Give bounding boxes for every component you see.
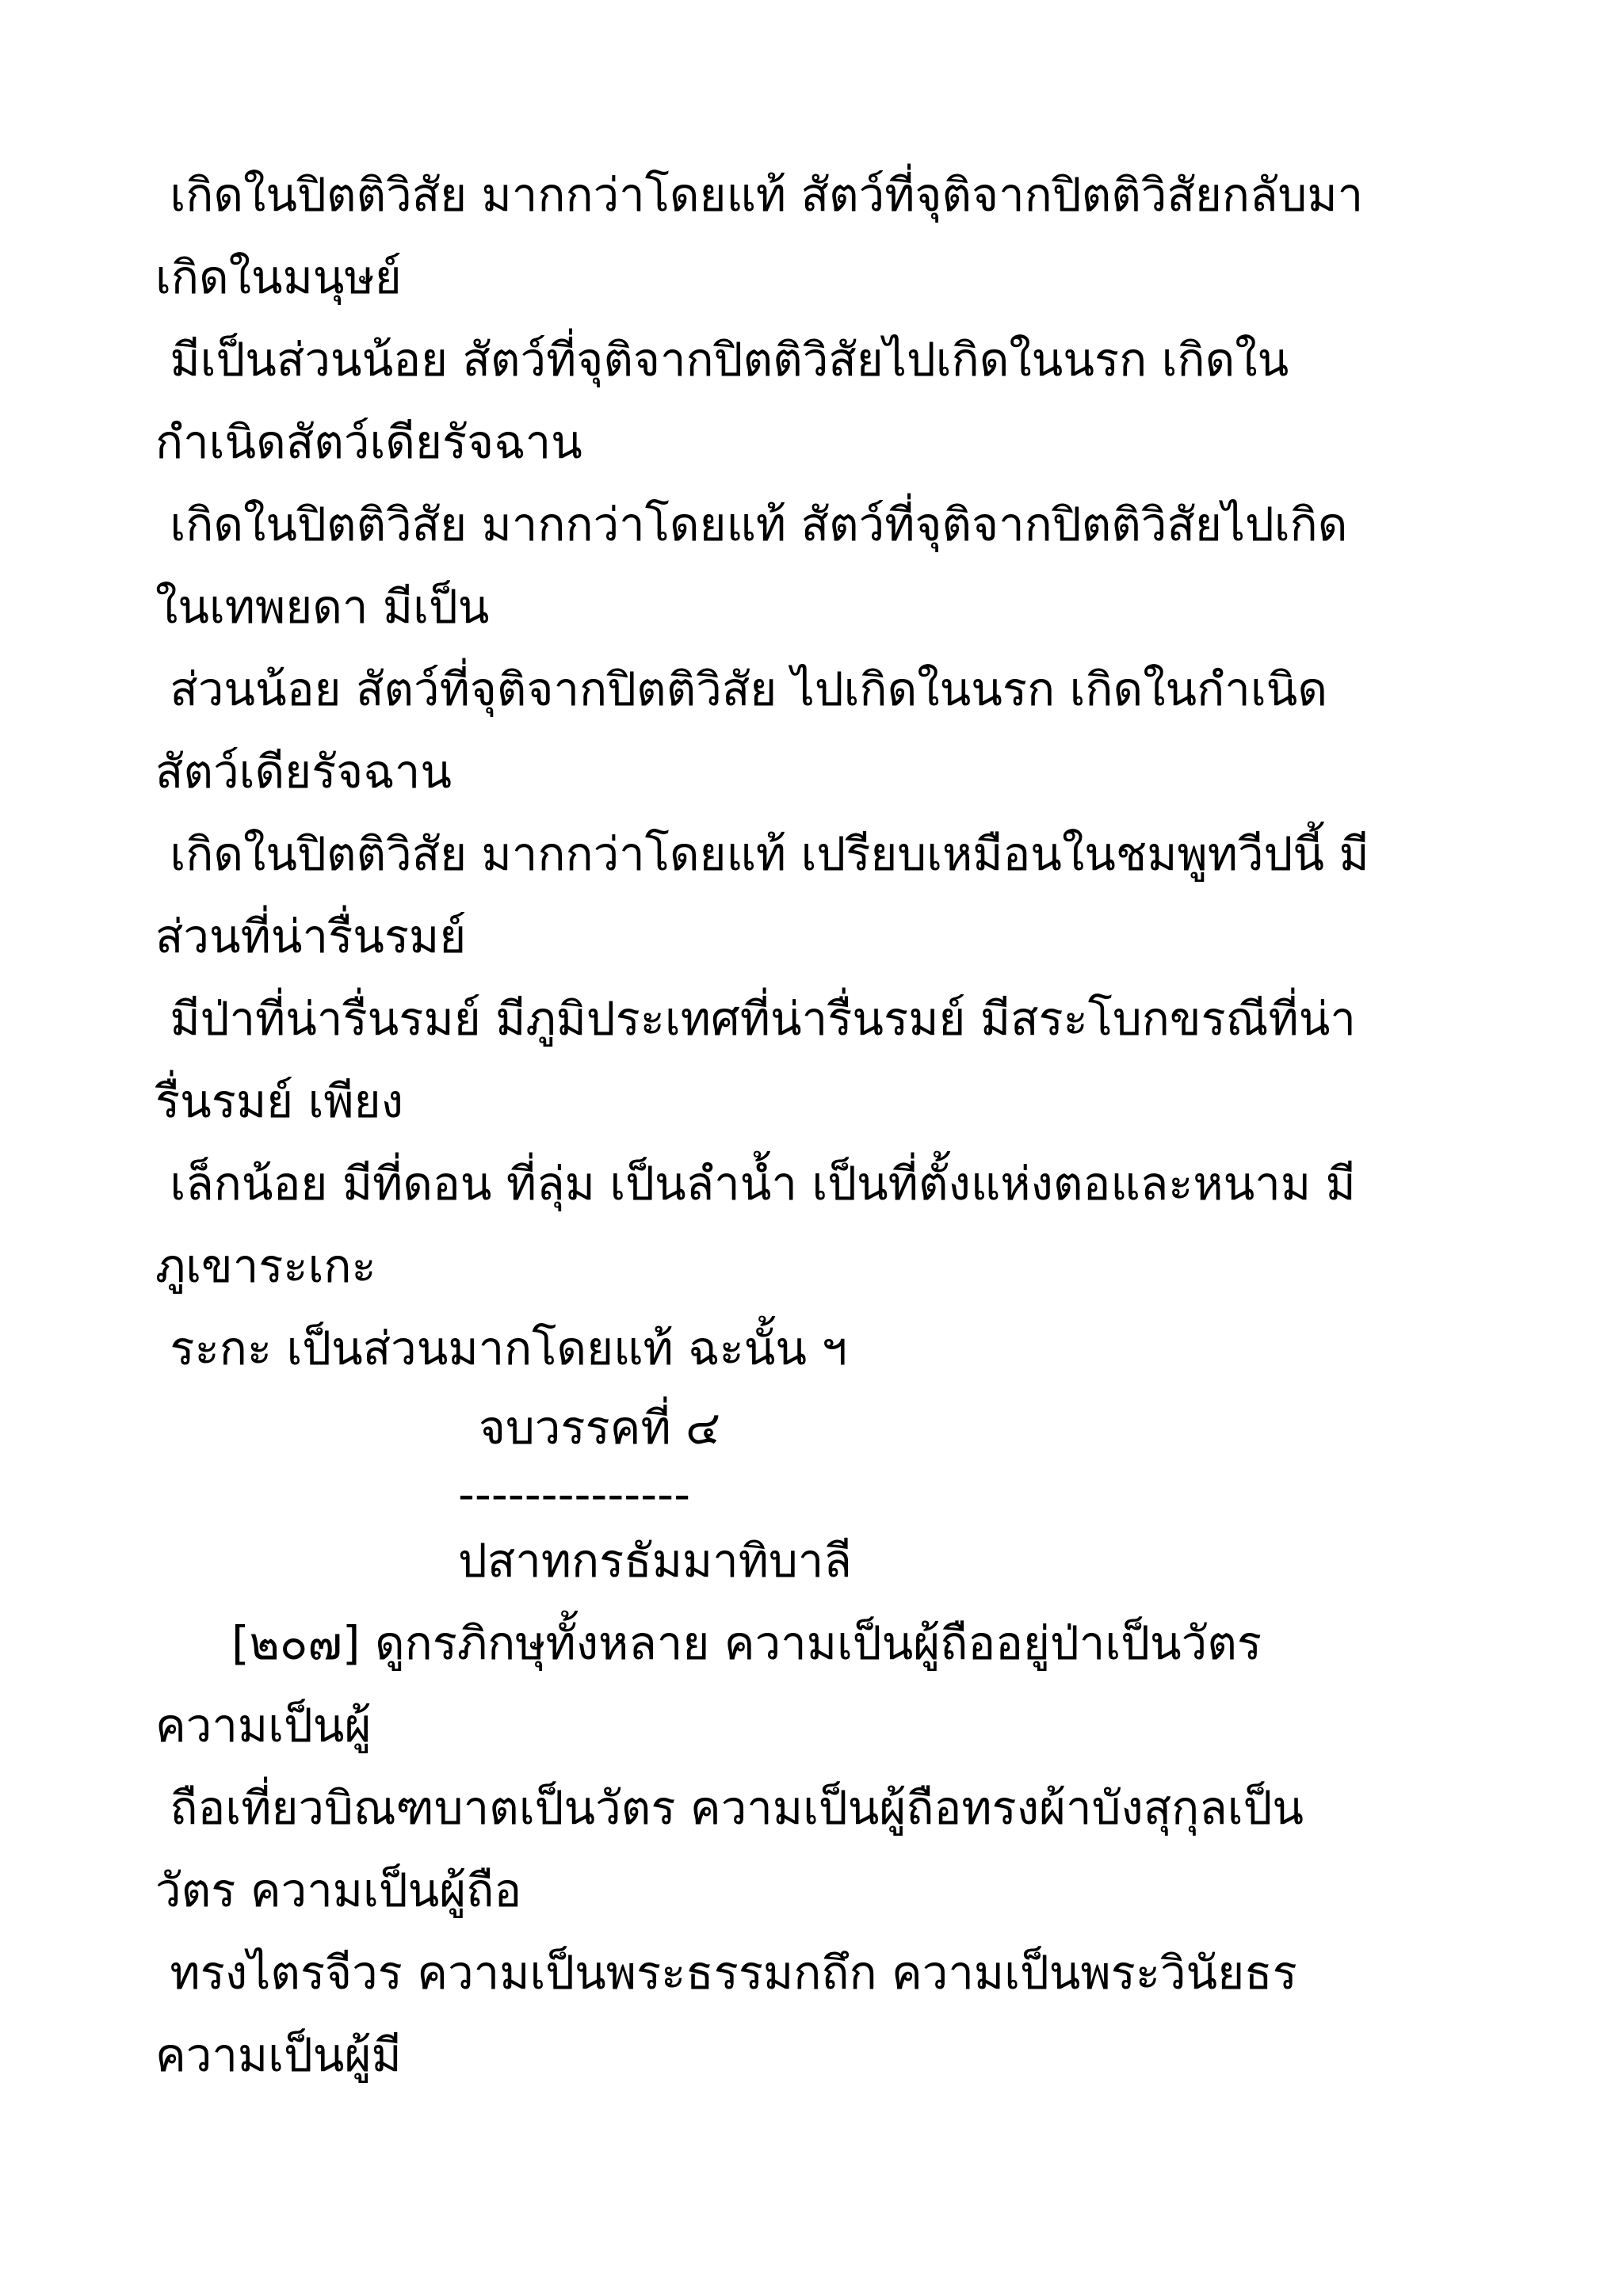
text-line: ทรงไตรจีวร ความเป็นพระธรรมกถึก ความเป็นพระวินัยธร [155,1946,1297,2000]
text-line: ส่วนน้อย สัตว์ที่จุติจากปิตติวิสัย ไปเกิดในนรก เกิดในกำเนิด [155,662,1327,716]
text-line: สัตว์เดียรัจฉาน [155,745,452,799]
text-line: ถือเที่ยวบิณฑบาตเป็นวัตร ความเป็นผู้ถือทรงผ้าบังสุกุลเป็น [155,1781,1304,1835]
text-line: รื่นรมย์ เพียง [155,1074,403,1128]
text-line: เกิดในปิตติวิสัย มากกว่าโดยแท้ สัตว์ที่จุติจากปิตติวิสัยไปเกิด [155,498,1348,551]
text-line: ระกะ เป็นส่วนมากโดยแท้ ฉะนั้น ฯ [155,1322,848,1375]
section-divider: -------------- [458,1467,691,1521]
text-line: ส่วนที่น่ารื่นรมย์ [155,910,467,963]
text-line: วัตร ความเป็นผู้ถือ [155,1863,522,1917]
text-line: มีป่าที่น่ารื่นรมย์ มีภูมิประเทศที่น่ารื่นรมย์ มีสระโบกขรณีที่น่า [155,992,1356,1046]
text-line: มีเป็นส่วนน้อย สัตว์ที่จุติจากปิตติวิสัยไปเกิดในนรก เกิดใน [155,333,1289,387]
text-line: ความเป็นผู้ [155,1699,372,1753]
text-line: ความเป็นผู้มี [155,2028,402,2082]
chapter-end-heading: จบวรรคที่ ๔ [479,1401,721,1455]
text-line: ในเทพยดา มีเป็น [155,580,490,634]
text-line: [๒๐๗] ดูกรภิกษุทั้งหลาย ความเป็นผู้ถืออยู่ป่าเป็นวัตร [231,1616,1262,1670]
section-title: ปสาทกรธัมมาทิบาลี [458,1534,852,1588]
text-line: เกิดในปิตติวิสัย มากกว่าโดยแท้ เปรียบเหมือนในชมพูทวีปนี้ มี [155,827,1369,881]
text-line: เล็กน้อย มีที่ดอน ที่ลุ่ม เป็นลำน้ำ เป็นที่ตั้งแห่งตอและหนาม มี [155,1157,1356,1211]
text-line: ภูเขาระเกะ [155,1239,376,1293]
text-line: เกิดในมนุษย์ [155,250,402,304]
text-line: เกิดในปิตติวิสัย มากกว่าโดยแท้ สัตว์ที่จุติจากปิตติวิสัยกลับมา [155,168,1364,222]
text-line: กำเนิดสัตว์เดียรัจฉาน [155,415,582,469]
